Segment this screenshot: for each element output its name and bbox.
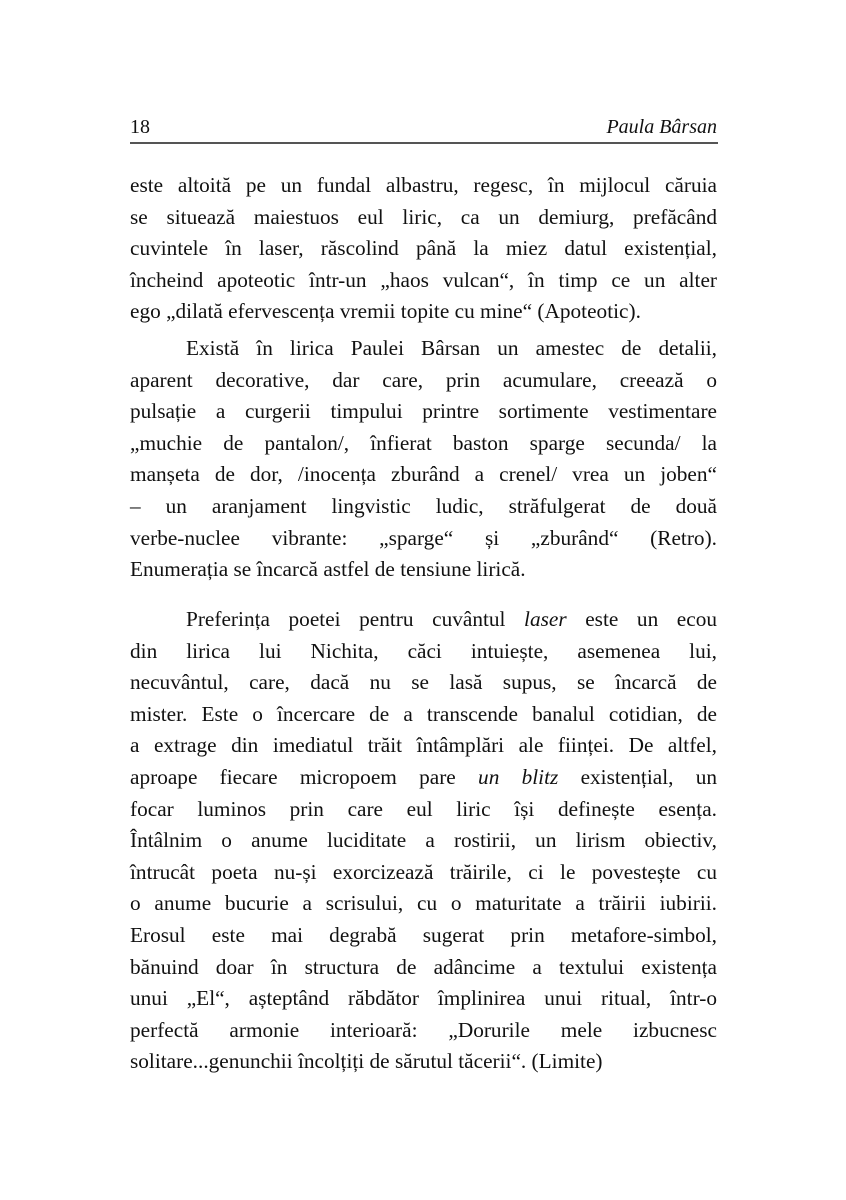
text-line [130,604,717,636]
text-line: Întâlnim o anume luciditate a rostirii, un lirism obiectiv, [130,828,717,853]
page-number: 18 [130,116,150,138]
text-segment: Preferința poetei pentru cuvântul [186,607,525,631]
text-line: „muchie de pantalon/, înfierat baston sparge secunda/ la [130,430,717,455]
paragraph [130,333,717,586]
text-line: Există în lirica Paulei Bârsan un amestec de detalii, [186,336,717,360]
italic-text: laser [524,607,567,631]
italic-text: un blitz [478,764,559,789]
text-line: mister. Este o încercare de a transcende banalul cotidian, de [130,701,717,726]
text-line: perfectă armonie interioară: „Dorurile mele izbucnesc [130,1017,717,1042]
text-line: Enumerația se încarcă astfel de tensiune lirică. [130,557,526,582]
paragraph [130,170,717,328]
text-segment: existențial, un [558,764,718,789]
page-header [130,114,717,142]
text-line: solitare...genunchii încolțiți de sărutul tăcerii“. (Limite) [130,1049,603,1074]
text-line: încheind apoteotic într-un „haos vulcan“, în timp ce un alter [130,267,717,292]
text-line: focar luminos prin care eul liric își definește esența. [130,796,717,821]
text-line: a extrage din imediatul trăit întâmplări ale ființei. De altfel, [130,733,717,758]
text-line: ego „dilată efervescența vremii topite cu mine“ (Apoteotic). [130,299,641,324]
text-line: întrucât poeta nu-și exorcizează trăirile, ci le povestește cu [130,859,717,884]
running-title: Paula Bârsan [606,116,717,138]
text-line [130,762,717,794]
text-line: necuvântul, care, dacă nu se lasă supus, se încarcă de [130,670,717,695]
text-line: unui „El“, așteptând răbdător împlinirea unui ritual, într-o [130,986,717,1011]
text-segment: aproape fiecare micropoem pare [130,764,479,789]
header-rule [130,142,718,144]
text-line: este altoită pe un fundal albastru, regesc, în mijlocul căruia [130,173,717,197]
text-line: din lirica lui Nichita, căci intuiește, asemenea lui, [130,638,717,663]
text-line: verbe-nuclee vibrante: „sparge“ și „zburând“ (Retro). [130,525,717,550]
text-line: manșeta de dor, /inocența zburând a crenel/ vrea un joben“ [130,462,717,487]
text-line: Erosul este mai degrabă sugerat prin metafore-simbol, [130,922,717,947]
paragraph [130,604,717,1078]
text-line: o anume bucurie a scrisului, cu o maturitate a trăirii iubirii. [130,891,717,916]
text-line: pulsație a curgerii timpului printre sortimente vestimentare [130,399,717,424]
text-line: aparent decorative, dar care, prin acumulare, creează o [130,367,717,392]
text-line: se situează maiestuos eul liric, ca un demiurg, prefăcând [130,204,717,229]
text-segment: este un ecou [566,607,717,631]
text-line: bănuind doar în structura de adâncime a textului existența [130,954,717,979]
text-line: cuvintele în laser, răscolind până la miez datul existențial, [130,236,717,261]
text-line: – un aranjament lingvistic ludic, străfulgerat de două [130,493,717,518]
